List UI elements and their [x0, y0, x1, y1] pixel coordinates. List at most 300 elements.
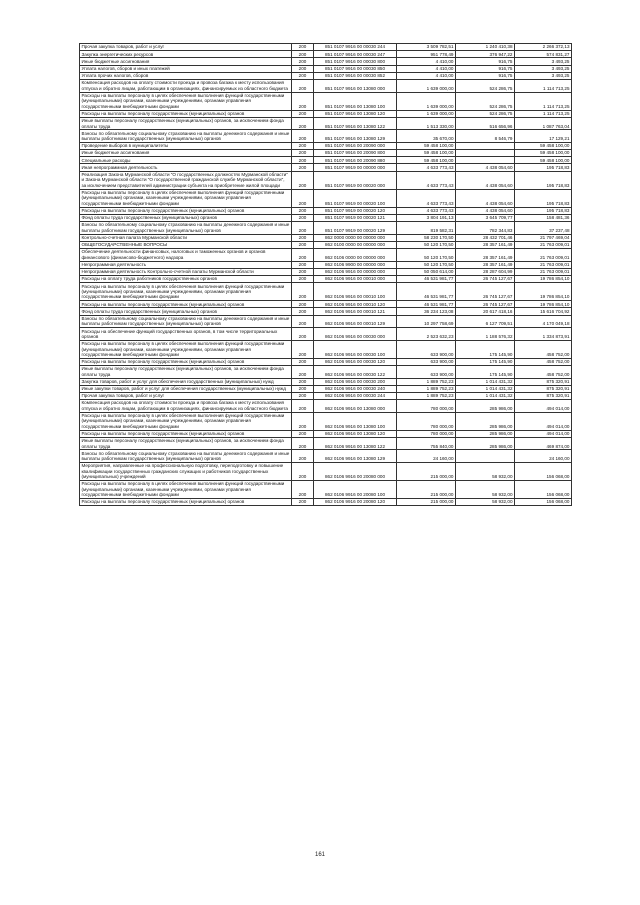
row-remaining-amount-cell: 19 786 854,10	[515, 301, 572, 308]
table-row	[80, 51, 572, 58]
row-remaining-amount-cell: 195 718,83	[515, 189, 572, 207]
row-assigned-amount-cell: 46 531 981,77	[397, 283, 456, 301]
row-code-cell: 200	[292, 171, 314, 189]
row-classification-code-cell: 862 0100 0000 00 00000 000	[314, 241, 397, 248]
table-row	[80, 378, 572, 385]
row-executed-amount-cell: 285 986,00	[456, 412, 515, 430]
table-row	[80, 365, 572, 378]
row-assigned-amount-cell: 1 889 752,23	[397, 392, 456, 399]
row-classification-code-cell: 862 0106 9916 00 00010 120	[314, 301, 397, 308]
table-row	[80, 249, 572, 262]
row-remaining-amount-cell: 574 831,27	[515, 51, 572, 58]
table-row	[80, 234, 572, 241]
row-code-cell: 200	[292, 72, 314, 79]
row-remaining-amount-cell: 1 114 713,25	[515, 79, 572, 92]
row-executed-amount-cell: 782 344,83	[456, 222, 515, 235]
table-row	[80, 110, 572, 117]
row-classification-code-cell: 862 0106 9916 00 20080 000	[314, 463, 397, 481]
row-code-cell: 200	[292, 385, 314, 392]
row-executed-amount-cell: 1 014 431,32	[456, 385, 515, 392]
table-row	[80, 164, 572, 171]
table-row	[80, 392, 572, 399]
row-classification-code-cell: 862 0106 9900 00 00000 000	[314, 261, 397, 268]
row-name-cell: Расходы на выплаты персоналу в целях обеспечения выполнения функций государственными (муниципальными) органами, казенными учреждениями, органами управления государственными внебюджетными фондами	[80, 340, 292, 358]
row-code-cell: 200	[292, 481, 314, 499]
row-name-cell: Расходы на выплаты персоналу в целях обеспечения выполнения функций государственными (муниципальными) органами, казенными учреждениями, органами управления государственными внебюджетными фондами	[80, 189, 292, 207]
row-executed-amount-cell: 3 645 709,77	[456, 214, 515, 221]
row-name-cell: Расходы на выплаты персоналу государственных (муниципальных) органов	[80, 207, 292, 214]
row-executed-amount-cell: 1 014 431,32	[456, 378, 515, 385]
row-remaining-amount-cell: 195 718,83	[515, 164, 572, 171]
row-name-cell: Непрограммная деятельность	[80, 261, 292, 268]
row-classification-code-cell: 851 0107 9916 00 00030 247	[314, 51, 397, 58]
row-code-cell: 200	[292, 249, 314, 262]
table-row	[80, 463, 572, 481]
row-remaining-amount-cell: 21 763 009,01	[515, 249, 572, 262]
row-remaining-amount-cell: 494 014,00	[515, 430, 572, 437]
table-row	[80, 308, 572, 315]
row-name-cell: Расходы на выплаты персоналу государственных (муниципальных) органов	[80, 110, 292, 117]
row-assigned-amount-cell: 4 410,00	[397, 72, 456, 79]
row-executed-amount-cell: 58 932,00	[456, 463, 515, 481]
row-classification-code-cell: 862 0106 9916 00 00030 240	[314, 385, 397, 392]
row-executed-amount-cell: 6 127 709,51	[456, 315, 515, 328]
row-classification-code-cell: 862 0106 0000 00 00000 000	[314, 249, 397, 262]
row-code-cell: 200	[292, 358, 314, 365]
row-executed-amount-cell: 916,75	[456, 65, 515, 72]
row-assigned-amount-cell: 1 639 000,00	[397, 79, 456, 92]
row-remaining-amount-cell: 59 458 100,00	[515, 157, 572, 164]
table-row	[80, 315, 572, 328]
row-remaining-amount-cell: 469 874,00	[515, 437, 572, 450]
table-row	[80, 412, 572, 430]
row-executed-amount-cell: 916,75	[456, 72, 515, 79]
row-remaining-amount-cell: 21 763 009,01	[515, 241, 572, 248]
table-row	[80, 150, 572, 157]
budget-execution-table	[79, 43, 572, 506]
table-row	[80, 72, 572, 79]
row-name-cell: Закупка энергетических ресурсов	[80, 51, 292, 58]
table-row	[80, 157, 572, 164]
row-code-cell: 200	[292, 275, 314, 282]
row-classification-code-cell: 862 0106 9916 00 00000 000	[314, 268, 397, 275]
row-executed-amount-cell: 285 986,00	[456, 400, 515, 413]
row-remaining-amount-cell: 494 014,00	[515, 412, 572, 430]
row-executed-amount-cell: 20 617 418,16	[456, 308, 515, 315]
row-executed-amount-cell: 4 438 054,60	[456, 171, 515, 189]
row-code-cell: 200	[292, 392, 314, 399]
row-code-cell: 200	[292, 241, 314, 248]
row-remaining-amount-cell: 19 786 854,10	[515, 283, 572, 301]
table-row	[80, 92, 572, 110]
row-code-cell: 200	[292, 65, 314, 72]
row-executed-amount-cell: 4 438 054,60	[456, 164, 515, 171]
row-name-cell: Расходы на оплату труда работников государственных органов	[80, 275, 292, 282]
row-classification-code-cell: 862 0106 9916 00 00030 244	[314, 392, 397, 399]
row-assigned-amount-cell: 36 234 123,08	[397, 308, 456, 315]
row-code-cell: 200	[292, 450, 314, 463]
row-name-cell: Специальные расходы	[80, 157, 292, 164]
row-executed-amount-cell: 285 986,00	[456, 437, 515, 450]
row-classification-code-cell: 851 0107 9916 00 20090 800	[314, 150, 397, 157]
row-name-cell: Проведение выборов в муниципалитеты	[80, 142, 292, 149]
row-classification-code-cell: 851 0107 9916 00 00030 850	[314, 65, 397, 72]
row-classification-code-cell: 862 0106 9916 00 00010 100	[314, 283, 397, 301]
row-classification-code-cell: 862 0106 9916 00 00030 000	[314, 328, 397, 341]
row-remaining-amount-cell: 17 129,21	[515, 130, 572, 143]
row-executed-amount-cell: 916,75	[456, 58, 515, 65]
row-executed-amount-cell: 28 432 701,46	[456, 234, 515, 241]
table-row	[80, 268, 572, 275]
row-executed-amount-cell: 1 188 576,32	[456, 328, 515, 341]
row-name-cell: Взносы по обязательному социальному страхованию на выплаты денежного содержания и иные выплаты работникам государственных (муниципальных) органов	[80, 222, 292, 235]
row-assigned-amount-cell: 4 633 773,43	[397, 207, 456, 214]
row-executed-amount-cell	[456, 142, 515, 149]
row-assigned-amount-cell: 24 160,00	[397, 450, 456, 463]
row-code-cell: 200	[292, 463, 314, 481]
row-name-cell: ОБЩЕГОСУДАРСТВЕННЫЕ ВОПРОСЫ	[80, 241, 292, 248]
row-name-cell: Расходы на обеспечение функций государственных органов, в том числе территориальных органов	[80, 328, 292, 341]
row-code-cell: 200	[292, 189, 314, 207]
row-executed-amount-cell: 376 947,22	[456, 51, 515, 58]
row-code-cell: 200	[292, 308, 314, 315]
row-assigned-amount-cell: 951 778,49	[397, 51, 456, 58]
row-assigned-amount-cell: 59 458 100,00	[397, 157, 456, 164]
row-assigned-amount-cell: 1 513 330,00	[397, 117, 456, 130]
row-remaining-amount-cell: 156 068,00	[515, 481, 572, 499]
row-assigned-amount-cell: 3 509 782,51	[397, 44, 456, 51]
row-remaining-amount-cell: 37 237,48	[515, 222, 572, 235]
row-remaining-amount-cell: 875 320,91	[515, 385, 572, 392]
row-code-cell: 200	[292, 130, 314, 143]
row-assigned-amount-cell: 46 531 981,77	[397, 301, 456, 308]
row-name-cell: Закупка товаров, работ и услуг для обеспечения государственных (муниципальных) нужд	[80, 378, 292, 385]
row-executed-amount-cell: 28 357 161,49	[456, 249, 515, 262]
row-assigned-amount-cell: 59 458 100,00	[397, 142, 456, 149]
row-name-cell: Уплата прочих налогов, сборов	[80, 72, 292, 79]
row-remaining-amount-cell: 1 114 713,25	[515, 92, 572, 110]
row-classification-code-cell: 851 0107 9919 00 00020 100	[314, 189, 397, 207]
row-code-cell: 200	[292, 58, 314, 65]
row-remaining-amount-cell: 3 493,25	[515, 72, 572, 79]
row-assigned-amount-cell: 4 633 773,43	[397, 189, 456, 207]
table-row	[80, 437, 572, 450]
row-classification-code-cell: 851 0107 9916 00 00030 800	[314, 58, 397, 65]
row-assigned-amount-cell: 4 633 773,43	[397, 164, 456, 171]
row-code-cell: 200	[292, 268, 314, 275]
row-assigned-amount-cell: 1 639 000,00	[397, 110, 456, 117]
row-executed-amount-cell	[456, 157, 515, 164]
row-assigned-amount-cell: 59 458 100,00	[397, 150, 456, 157]
row-remaining-amount-cell: 3 493,25	[515, 58, 572, 65]
row-remaining-amount-cell: 2 266 372,13	[515, 44, 572, 51]
row-assigned-amount-cell: 215 000,00	[397, 481, 456, 499]
row-remaining-amount-cell: 875 320,91	[515, 392, 572, 399]
row-executed-amount-cell: 58 932,00	[456, 499, 515, 506]
row-assigned-amount-cell: 633 900,00	[397, 365, 456, 378]
row-assigned-amount-cell: 50 120 170,50	[397, 261, 456, 268]
table-row	[80, 58, 572, 65]
row-executed-amount-cell: 4 438 054,60	[456, 189, 515, 207]
table-row	[80, 79, 572, 92]
row-assigned-amount-cell: 1 889 752,23	[397, 385, 456, 392]
row-assigned-amount-cell: 1 639 000,00	[397, 92, 456, 110]
row-classification-code-cell: 851 0107 9919 00 00020 000	[314, 171, 397, 189]
row-code-cell: 200	[292, 328, 314, 341]
row-executed-amount-cell: 175 145,90	[456, 340, 515, 358]
row-remaining-amount-cell: 3 493,25	[515, 65, 572, 72]
row-classification-code-cell: 862 0106 9916 00 13080 129	[314, 450, 397, 463]
row-classification-code-cell: 851 0107 9919 00 00020 129	[314, 222, 397, 235]
page-number: 161	[314, 852, 325, 858]
row-executed-amount-cell: 58 932,00	[456, 481, 515, 499]
row-name-cell: Расходы на выплаты персоналу государственных (муниципальных) органов	[80, 430, 292, 437]
row-remaining-amount-cell: 458 752,00	[515, 365, 572, 378]
row-classification-code-cell: 862 0106 9916 00 13080 000	[314, 400, 397, 413]
row-classification-code-cell: 862 0106 9916 00 00010 121	[314, 308, 397, 315]
row-classification-code-cell: 862 0106 9916 00 13080 122	[314, 437, 397, 450]
row-name-cell: Реализация Закона Мурманской области "О государственных должностях Мурманской области" и Закона Мурманской области "О государственной гражданской службе Мурманской области", за исключением представителей администрации субъекта на приобретение жилой площади	[80, 171, 292, 189]
table-row	[80, 283, 572, 301]
row-remaining-amount-cell: 458 752,00	[515, 340, 572, 358]
row-executed-amount-cell: 8 546,79	[456, 130, 515, 143]
table-row	[80, 142, 572, 149]
table-row	[80, 241, 572, 248]
row-name-cell: Фонд оплаты труда государственных (муниципальных) органов	[80, 308, 292, 315]
row-assigned-amount-cell: 755 840,00	[397, 437, 456, 450]
row-classification-code-cell: 862 0106 9916 00 20080 120	[314, 499, 397, 506]
report-table-container	[79, 43, 571, 506]
row-assigned-amount-cell: 1 889 752,23	[397, 378, 456, 385]
row-executed-amount-cell: 175 145,90	[456, 358, 515, 365]
row-remaining-amount-cell: 156 068,00	[515, 463, 572, 481]
row-name-cell: Фонд оплаты труда государственных (муниципальных) органов	[80, 214, 292, 221]
row-remaining-amount-cell: 24 160,00	[515, 450, 572, 463]
row-name-cell: Взносы по обязательному социальному страхованию на выплаты денежного содержания и иные выплаты работникам государственных (муниципальных) органов	[80, 315, 292, 328]
row-remaining-amount-cell: 1 087 763,04	[515, 117, 572, 130]
row-name-cell: Расходы на выплаты персоналу государственных (муниципальных) органов	[80, 358, 292, 365]
row-classification-code-cell: 851 0107 9919 00 00020 121	[314, 214, 397, 221]
row-assigned-amount-cell: 10 297 758,69	[397, 315, 456, 328]
row-code-cell: 200	[292, 150, 314, 157]
row-code-cell: 200	[292, 412, 314, 430]
row-executed-amount-cell: 26 745 127,67	[456, 301, 515, 308]
row-assigned-amount-cell: 633 900,00	[397, 340, 456, 358]
row-assigned-amount-cell: 780 000,00	[397, 400, 456, 413]
table-row	[80, 301, 572, 308]
row-executed-amount-cell	[456, 150, 515, 157]
row-name-cell: Расходы на выплаты персоналу государственных (муниципальных) органов	[80, 301, 292, 308]
row-remaining-amount-cell: 21 797 469,04	[515, 234, 572, 241]
row-executed-amount-cell: 524 286,75	[456, 110, 515, 117]
row-assigned-amount-cell: 4 410,00	[397, 65, 456, 72]
row-executed-amount-cell: 28 357 161,49	[456, 261, 515, 268]
row-classification-code-cell: 862 0106 9916 00 13080 120	[314, 430, 397, 437]
table-row	[80, 117, 572, 130]
row-remaining-amount-cell: 59 458 100,00	[515, 150, 572, 157]
row-assigned-amount-cell: 3 804 191,13	[397, 214, 456, 221]
row-classification-code-cell: 851 0107 9916 00 20090 880	[314, 157, 397, 164]
row-assigned-amount-cell: 215 000,00	[397, 463, 456, 481]
row-code-cell: 200	[292, 234, 314, 241]
table-body	[80, 44, 572, 506]
row-classification-code-cell: 862 0106 9916 00 00030 120	[314, 358, 397, 365]
row-classification-code-cell: 851 0107 9919 00 00000 000	[314, 164, 397, 171]
row-name-cell: Иные выплаты персоналу государственных (муниципальных) органов, за исключением фонда оплаты труда	[80, 117, 292, 130]
row-remaining-amount-cell: 156 068,00	[515, 499, 572, 506]
row-executed-amount-cell: 26 745 127,67	[456, 283, 515, 301]
row-name-cell: Расходы на выплаты персоналу в целях обеспечения выполнения функций государственными (муниципальными) органами, казенными учреждениями, органами управления государственными внебюджетными фондами	[80, 92, 292, 110]
row-code-cell: 200	[292, 51, 314, 58]
row-code-cell: 200	[292, 79, 314, 92]
row-classification-code-cell: 862 0106 9916 00 00030 100	[314, 340, 397, 358]
row-assigned-amount-cell: 50 050 614,00	[397, 268, 456, 275]
row-classification-code-cell: 851 0107 9916 00 13080 100	[314, 92, 397, 110]
row-remaining-amount-cell: 195 718,83	[515, 207, 572, 214]
table-row	[80, 189, 572, 207]
row-name-cell: Прочая закупка товаров, работ и услуг	[80, 44, 292, 51]
row-assigned-amount-cell: 780 000,00	[397, 412, 456, 430]
row-name-cell: Контрольно-счетная палата Мурманской области	[80, 234, 292, 241]
row-name-cell: Иные выплаты персоналу государственных (муниципальных) органов, за исключением фонда оплаты труда	[80, 437, 292, 450]
row-remaining-amount-cell: 1 114 713,25	[515, 110, 572, 117]
row-code-cell: 200	[292, 400, 314, 413]
row-name-cell: Расходы на выплаты персоналу в целях обеспечения выполнения функций государственными (муниципальными) органами, казенными учреждениями, органами управления государственными внебюджетными фондами	[80, 283, 292, 301]
row-name-cell: Иная непрограммная деятельность	[80, 164, 292, 171]
row-classification-code-cell: 851 0107 9916 00 00030 244	[314, 44, 397, 51]
row-assigned-amount-cell: 2 523 632,23	[397, 328, 456, 341]
row-name-cell: Иные бюджетные ассигнования	[80, 150, 292, 157]
row-remaining-amount-cell: 458 752,00	[515, 358, 572, 365]
table-row	[80, 328, 572, 341]
table-row	[80, 275, 572, 282]
row-code-cell: 200	[292, 499, 314, 506]
row-code-cell: 200	[292, 301, 314, 308]
row-remaining-amount-cell: 21 763 009,01	[515, 261, 572, 268]
row-code-cell: 200	[292, 378, 314, 385]
row-remaining-amount-cell: 21 763 009,01	[515, 268, 572, 275]
row-remaining-amount-cell: 158 481,36	[515, 214, 572, 221]
row-classification-code-cell: 862 0106 9916 00 13080 100	[314, 412, 397, 430]
row-assigned-amount-cell: 58 230 170,50	[397, 234, 456, 241]
row-name-cell: Иные закупки товаров, работ и услуг для обеспечения государственных (муниципальных) нужд	[80, 385, 292, 392]
row-name-cell: Прочая закупка товаров, работ и услуг	[80, 392, 292, 399]
row-executed-amount-cell: 26 745 127,67	[456, 275, 515, 282]
row-name-cell: Иные выплаты персоналу государственных (муниципальных) органов, за исключением фонда оплаты труда	[80, 365, 292, 378]
row-code-cell: 200	[292, 142, 314, 149]
row-name-cell: Расходы на выплаты персоналу в целях обеспечения выполнения функций государственными (муниципальными) органами, казенными учреждениями, органами управления государственными внебюджетными фондами	[80, 481, 292, 499]
row-executed-amount-cell	[456, 450, 515, 463]
row-code-cell: 200	[292, 92, 314, 110]
row-name-cell: Непрограммная деятельность Контрольно-счетной палаты Мурманской области	[80, 268, 292, 275]
row-executed-amount-cell: 285 986,00	[456, 430, 515, 437]
row-remaining-amount-cell: 59 458 100,00	[515, 142, 572, 149]
table-row	[80, 430, 572, 437]
row-assigned-amount-cell: 46 531 981,77	[397, 275, 456, 282]
row-code-cell: 200	[292, 437, 314, 450]
table-row	[80, 65, 572, 72]
row-code-cell: 200	[292, 340, 314, 358]
table-row	[80, 171, 572, 189]
row-classification-code-cell: 851 0107 9916 00 13080 129	[314, 130, 397, 143]
row-name-cell: Взносы по обязательному социальному страхованию на выплаты денежного содержания и иные выплаты работникам государственных (муниципальных) органов	[80, 450, 292, 463]
row-remaining-amount-cell: 494 014,00	[515, 400, 572, 413]
row-name-cell: Иные бюджетные ассигнования	[80, 58, 292, 65]
row-classification-code-cell: 851 0107 9916 00 00030 852	[314, 72, 397, 79]
row-name-cell: Компенсация расходов на оплату стоимости проезда и провоза багажа к месту использования отпуска и обратно лицам, работающим в организациях, финансируемых из областного бюджета	[80, 400, 292, 413]
table-row	[80, 214, 572, 221]
row-code-cell: 200	[292, 222, 314, 235]
row-name-cell: Обеспечение деятельности финансовых, налоговых и таможенных органов и органов финансового (финансово-бюджетного) надзора	[80, 249, 292, 262]
row-assigned-amount-cell: 4 410,00	[397, 58, 456, 65]
row-assigned-amount-cell: 50 120 170,50	[397, 241, 456, 248]
table-row	[80, 481, 572, 499]
row-name-cell: Расходы на выплаты персоналу в целях обеспечения выполнения функций государственными (муниципальными) органами, казенными учреждениями, органами управления государственными внебюджетными фондами	[80, 412, 292, 430]
table-row	[80, 207, 572, 214]
row-executed-amount-cell: 1 240 410,38	[456, 44, 515, 51]
row-assigned-amount-cell: 780 000,00	[397, 430, 456, 437]
row-classification-code-cell: 862 0106 9916 00 00030 122	[314, 365, 397, 378]
row-remaining-amount-cell: 4 170 049,18	[515, 315, 572, 328]
table-row	[80, 261, 572, 268]
table-row	[80, 499, 572, 506]
row-executed-amount-cell: 28 357 161,49	[456, 241, 515, 248]
row-code-cell: 200	[292, 117, 314, 130]
row-executed-amount-cell: 4 438 054,60	[456, 207, 515, 214]
table-row	[80, 385, 572, 392]
row-name-cell: Взносы по обязательному социальному страхованию на выплаты денежного содержания и иные выплаты работникам государственных (муниципальных) органов	[80, 130, 292, 143]
row-classification-code-cell: 851 0107 9916 00 13080 000	[314, 79, 397, 92]
row-classification-code-cell: 862 0106 9916 00 20080 100	[314, 481, 397, 499]
row-assigned-amount-cell: 4 633 773,43	[397, 171, 456, 189]
row-assigned-amount-cell: 50 120 170,50	[397, 249, 456, 262]
row-remaining-amount-cell: 19 786 854,10	[515, 275, 572, 282]
row-remaining-amount-cell: 875 320,91	[515, 378, 572, 385]
row-remaining-amount-cell: 1 334 873,91	[515, 328, 572, 341]
row-classification-code-cell: 851 0107 9916 00 13080 122	[314, 117, 397, 130]
row-executed-amount-cell: 1 014 431,32	[456, 392, 515, 399]
row-executed-amount-cell: 524 286,75	[456, 92, 515, 110]
row-assigned-amount-cell: 633 900,00	[397, 358, 456, 365]
table-row	[80, 450, 572, 463]
row-remaining-amount-cell: 195 718,83	[515, 171, 572, 189]
row-classification-code-cell: 862 0000 0000 00 00000 000	[314, 234, 397, 241]
table-row	[80, 44, 572, 51]
row-code-cell: 200	[292, 315, 314, 328]
row-classification-code-cell: 862 0106 9916 00 00010 000	[314, 275, 397, 282]
row-code-cell: 200	[292, 110, 314, 117]
row-code-cell: 200	[292, 365, 314, 378]
table-row	[80, 400, 572, 413]
row-code-cell: 200	[292, 261, 314, 268]
row-classification-code-cell: 851 0107 9916 00 13080 120	[314, 110, 397, 117]
row-name-cell: Расходы на выплаты персоналу государственных (муниципальных) органов	[80, 499, 292, 506]
row-classification-code-cell: 862 0106 9916 00 00030 200	[314, 378, 397, 385]
row-remaining-amount-cell: 15 616 704,92	[515, 308, 572, 315]
row-executed-amount-cell: 516 656,96	[456, 117, 515, 130]
row-code-cell: 200	[292, 283, 314, 301]
row-code-cell: 200	[292, 44, 314, 51]
table-row	[80, 130, 572, 143]
row-name-cell: Компенсация расходов на оплату стоимости проезда и провоза багажа к месту использования отпуска и обратно лицам, работающим в организациях, финансируемых из областного бюджета	[80, 79, 292, 92]
row-assigned-amount-cell: 819 582,31	[397, 222, 456, 235]
row-classification-code-cell: 862 0106 9916 00 00010 129	[314, 315, 397, 328]
table-row	[80, 340, 572, 358]
row-name-cell: Мероприятия, направленные на профессиональную подготовку, переподготовку и повышение квалификации государственных гражданских служащих и работников государственных (муниципальных) учреждений	[80, 463, 292, 481]
table-row	[80, 358, 572, 365]
row-executed-amount-cell: 524 286,75	[456, 79, 515, 92]
row-name-cell: Уплата налогов, сборов и иных платежей	[80, 65, 292, 72]
